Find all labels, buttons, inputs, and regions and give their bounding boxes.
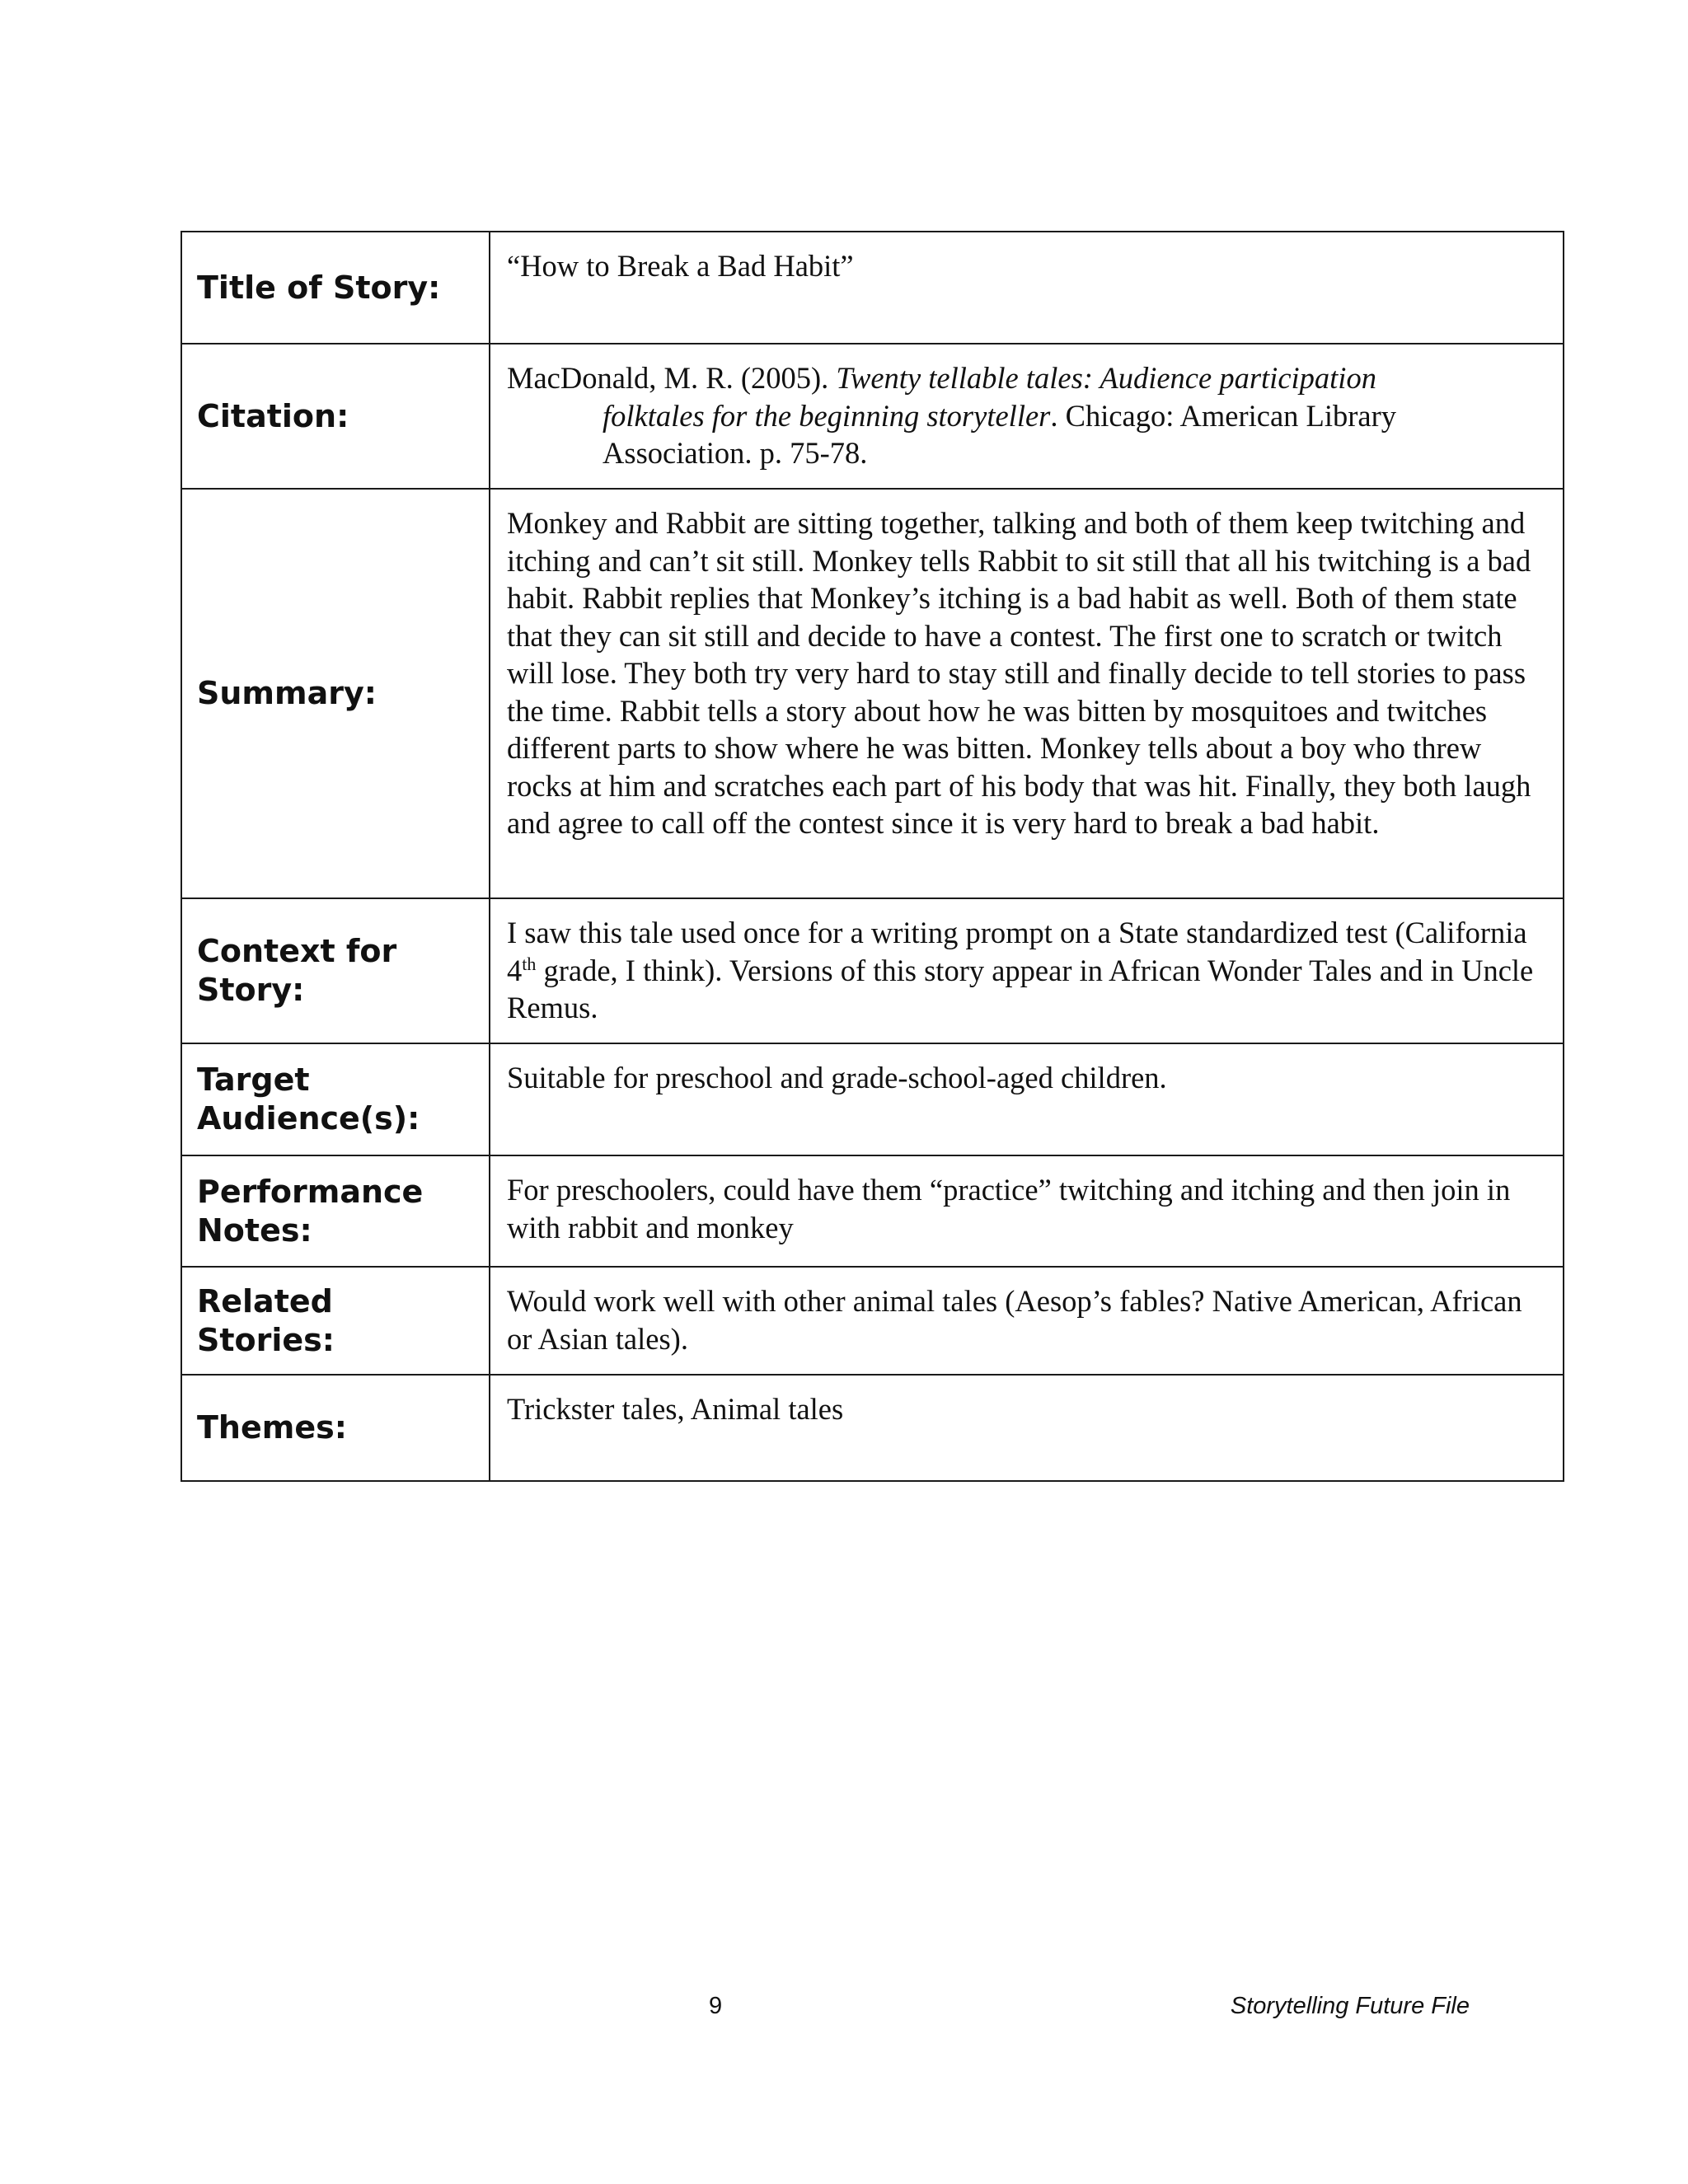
row-performance [181,1155,1564,1267]
label-audience: Target Audience(s): [181,1043,490,1155]
row-citation [181,344,1564,489]
context-text-1: I saw this tale used once for a writing prompt on a State standardized test (California 4 [507,916,1527,987]
row-themes [181,1375,1564,1481]
value-related: Would work well with other animal tales (Aesop’s fables? Native American, African or Asian tales). [490,1267,1564,1375]
value-context [490,898,1564,1043]
label-related: Related Stories: [181,1267,490,1375]
value-title: “How to Break a Bad Habit” [490,232,1564,344]
value-performance: For preschoolers, could have them “practice” twitching and itching and then join in with rabbit and monkey [490,1155,1564,1267]
footer-document-title: Storytelling Future File [1230,1993,1470,2019]
citation-book-title-2: folktales for the beginning storyteller [603,398,1051,433]
value-summary: Monkey and Rabbit are sitting together, talking and both of them keep twitching and itching and can’t sit still. Monkey tells Rabbit to sit still that all his twitching is a bad habit. Rabbit replies that Monkey’s itching is a bad habit as well. Both of them state that they can sit still and decide to have a contest. The first one to scratch or twitch will lose. They both try very hard to stay still and finally decide to tell stories to pass the time. Rabbit tells a story about how he was bitten by mosquitoes and twitches different parts to show where he was bitten. Monkey tells about a boy who threw rocks at him and scratches each part of his body that was hit. Finally, they both laugh and agree to call off the contest since it is very hard to break a bad habit. [490,489,1564,898]
citation-continuation [507,397,1546,472]
citation-line-1 [507,359,1546,397]
page-number: 9 [709,1993,723,2019]
label-context: Context for Story: [181,898,490,1043]
row-summary [181,489,1564,898]
context-ordinal-suffix: th [522,953,537,974]
value-audience: Suitable for preschool and grade-school-aged children. [490,1043,1564,1155]
label-performance: Performance Notes: [181,1155,490,1267]
label-citation: Citation: [181,344,490,489]
label-title: Title of Story: [181,232,490,344]
citation-book-title-1: Twenty tellable tales: Audience participation [836,361,1376,395]
row-related [181,1267,1564,1375]
label-summary: Summary: [181,489,490,898]
value-themes: Trickster tales, Animal tales [490,1375,1564,1481]
row-audience [181,1043,1564,1155]
citation-author: MacDonald, M. R. (2005). [507,361,837,395]
label-themes: Themes: [181,1375,490,1481]
citation-publisher: . Chicago: American Library Association. p. 75-78. [603,398,1396,470]
story-info-table [181,231,1564,1482]
row-context [181,898,1564,1043]
context-text-2: grade, I think). Versions of this story appear in African Wonder Tales and in Uncle Remus. [507,953,1534,1024]
value-citation [490,344,1564,489]
row-title [181,232,1564,344]
